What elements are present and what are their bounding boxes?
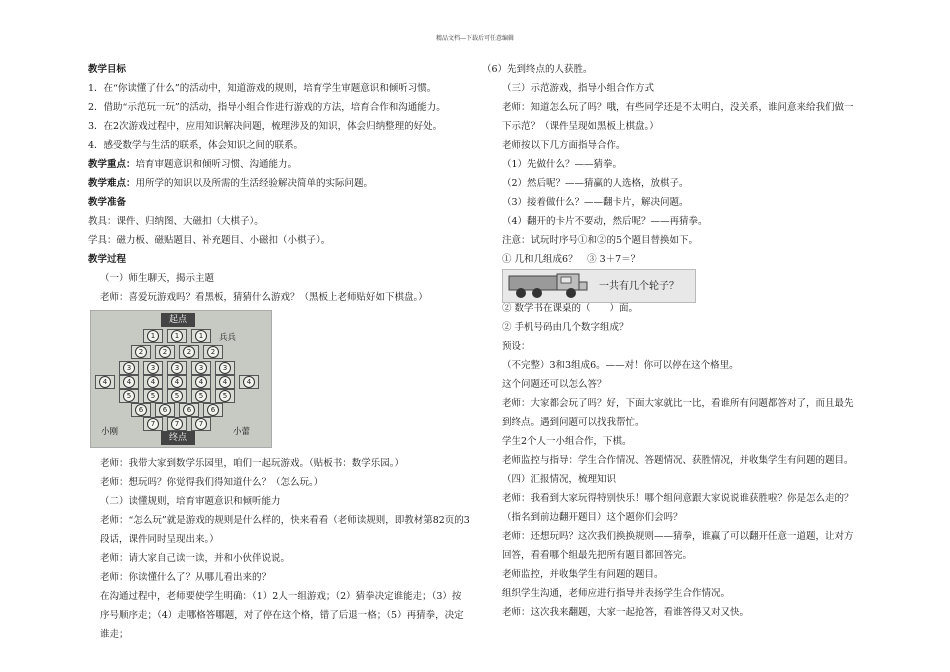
prep-item: 教具：课件、归纳图、大磁扣（大棋子）。 [88, 216, 264, 227]
goal-item: 1．在“你读懂了什么”的活动中，知道游戏的规则，培育学生审题意识和倾听习惯。 [88, 83, 437, 94]
truck-icon [507, 272, 593, 300]
board-number: 3 [171, 362, 183, 374]
after-board-line: 老师：想玩吗？你觉得我们得知道什么？（怎么玩。） [100, 477, 324, 488]
board-number: 5 [123, 390, 135, 402]
key-text: 培育审题意识和倾听习惯、沟通能力。 [135, 159, 298, 170]
board-number: 1 [195, 330, 207, 342]
section-1-line: 老师：喜爱玩游戏吗？看黑板，猜猜什么游戏？（黑板上老师贴好如下棋盘。） [100, 292, 428, 303]
board-number: 6 [183, 404, 195, 416]
section-4-line: 老师监控，并收集学生有问题的题目。 [502, 569, 664, 580]
section-3-line: （2）然后呢？——猜赢的人选格，放棋子。 [502, 178, 689, 189]
board-label-xiaogang: 小刚 [101, 427, 119, 437]
section-3-line: 老师按以下几方面指导合作。 [502, 140, 626, 151]
goals-title: 教学目标 [88, 64, 127, 75]
board-number: 7 [195, 418, 207, 430]
board-end: 终点 [161, 431, 195, 445]
goal-item: 4．感受数学与生活的联系，体会知识之间的联系。 [88, 140, 304, 151]
section-3-line: ② 数学书在课桌的（ ）面。 [502, 303, 639, 314]
board-number: 6 [135, 404, 147, 416]
section-3-line: 预设： [502, 341, 531, 352]
truck-caption: 一共有几个轮子？ [599, 281, 679, 292]
board-start: 起点 [161, 313, 195, 327]
key-label: 教学重点： [88, 159, 136, 170]
board-number: 7 [171, 418, 183, 430]
section-2-line: 老师：你读懂什么了？从哪儿看出来的？ [100, 572, 272, 583]
section-4-paragraph: 老师：我看到大家玩得特别快乐！哪个组问意跟大家说说谁获胜啦？你是怎么走的？（指名到前边翻开题目）这个题你们会吗？ [502, 493, 854, 523]
section-4-line: 组织学生沟通，老师应进行指导并表扬学生合作情况。 [502, 588, 731, 599]
truck-figure-row [482, 269, 862, 299]
page-header: 精品文档---下载后可任意编辑 [435, 35, 515, 42]
left-column [88, 60, 470, 644]
section-3-line: ① 几和几组成6？ ③ 3＋7＝？ [502, 254, 641, 265]
difficulty [88, 174, 470, 193]
board-number: 3 [195, 362, 207, 374]
difficulty-label: 教学难点： [88, 178, 136, 189]
prep-item: 学具：磁力板、磁贴题目、补充题目、小磁扣（小棋子）。 [88, 235, 331, 246]
board-number: 2 [135, 346, 147, 358]
board-number: 4 [171, 376, 183, 388]
board-number: 5 [195, 390, 207, 402]
section-3-paragraph: 老师：大家都会玩了吗？好，下面大家就比一比，看谁所有问题都答对了，而且最先到终点。遇到问题可以找我帮忙。 [502, 398, 854, 428]
board-number: 6 [207, 404, 219, 416]
section-3-paragraph: 老师：知道怎么玩了吗？哦，有些同学还是不太明白，没关系，谁问意来给我们做一下示范？（课件呈现如黑板上棋盘。） [502, 102, 854, 132]
board-label-xiaolei: 小蕾 [233, 427, 251, 437]
board-number: 4 [99, 376, 111, 388]
board-number: 4 [147, 376, 159, 388]
board-number: 2 [183, 346, 195, 358]
board-number: 2 [207, 346, 219, 358]
board-number: 5 [147, 390, 159, 402]
section-3-line: （3）接着做什么？——翻卡片，解决问题。 [502, 197, 689, 208]
section-3-line: （不完整）3和3组成6。——对！你可以停在这个格里。 [502, 360, 739, 371]
section-4-title: （四）汇报情况，梳理知识 [502, 474, 617, 485]
section-2-title: （二）读懂规则，培育审题意识和倾听能力 [100, 496, 281, 507]
truck-figure [502, 269, 696, 303]
board-number: 5 [219, 390, 231, 402]
board-number: 2 [159, 346, 171, 358]
board-number: 6 [159, 404, 171, 416]
board-label-bingbing: 兵兵 [219, 333, 237, 343]
goal-item: 2．借助“示范玩一玩”的活动，指导小组合作进行游戏的方法，培育合作和沟通能力。 [88, 102, 446, 113]
board-number: 3 [147, 362, 159, 374]
section-3-line: （1）先做什么？——猜拳。 [502, 159, 623, 170]
key-point [88, 155, 470, 174]
section-3-line: 注意：试玩时序号①和②的5个题目替换如下。 [502, 235, 699, 246]
section-4-line: 老师：这次我来翻题，大家一起抢答，看谁答得又对又快。 [502, 607, 750, 618]
board-number: 1 [147, 330, 159, 342]
board-number: 1 [171, 330, 183, 342]
section-2-paragraph: 老师：“怎么玩”就是游戏的规则是什么样的，快来看看（老师读规则，即教材第82页的3段话，课件同时呈现出来。） [100, 515, 470, 545]
section-4-paragraph: 老师：还想玩吗？这次我们换换规则——猜拳，谁赢了可以翻开任意一道题，让对方回答，看看哪个组最先把所有题目都回答完。 [502, 531, 854, 561]
board-number: 4 [195, 376, 207, 388]
board-number: 3 [123, 362, 135, 374]
section-3-line: 学生2个人一小组合作，下棋。 [502, 436, 632, 447]
after-board-line: 老师：我带大家到数学乐园里，咱们一起玩游戏。（贴板书：数学乐园。） [100, 458, 405, 469]
section-3-title: （三）示范游戏，指导小组合作方式 [502, 83, 655, 94]
section-3-line: 老师监控与指导：学生合作情况、答题情况、获胜情况，并收集学生有问题的题目。 [502, 455, 854, 466]
section-3-line: 这个问题还可以怎么答？ [502, 379, 607, 390]
board-number: 4 [243, 376, 255, 388]
section-3-line: （4）翻开的卡片不要动，然后呢？——再猜拳。 [502, 216, 708, 227]
goal-item: 3．在2次游戏过程中，应用知识解决问题，梳理涉及的知识，体会归纳整理的好处。 [88, 121, 443, 132]
board-number: 4 [123, 376, 135, 388]
board-number: 7 [147, 418, 159, 430]
board-number: 5 [171, 390, 183, 402]
section-3-line: ② 手机号码由几个数字组成？ [502, 322, 629, 333]
board-number: 4 [219, 376, 231, 388]
rule-6: （6）先到终点的人获胜。 [482, 64, 593, 75]
board-number: 3 [219, 362, 231, 374]
section-2-line: 老师：请大家自己读一读，并和小伙伴说说。 [100, 553, 291, 564]
right-column [482, 60, 862, 622]
prep-title: 教学准备 [88, 197, 127, 208]
section-2-paragraph: 在沟通过程中，老师要使学生明确：（1）2人一组游戏；（2）猜拳决定谁能走；（3）按序号顺序走；（4）走哪格答哪题，对了停在这个格，错了后退一格；（5）再猜拳，决定谁走； [100, 591, 464, 640]
difficulty-text: 用所学的知识以及所需的生活经验解决简单的实际问题。 [135, 178, 374, 189]
game-board-figure [90, 310, 272, 448]
process-title: 教学过程 [88, 254, 127, 265]
section-1-title: （一）师生聊天，揭示主题 [100, 273, 215, 284]
